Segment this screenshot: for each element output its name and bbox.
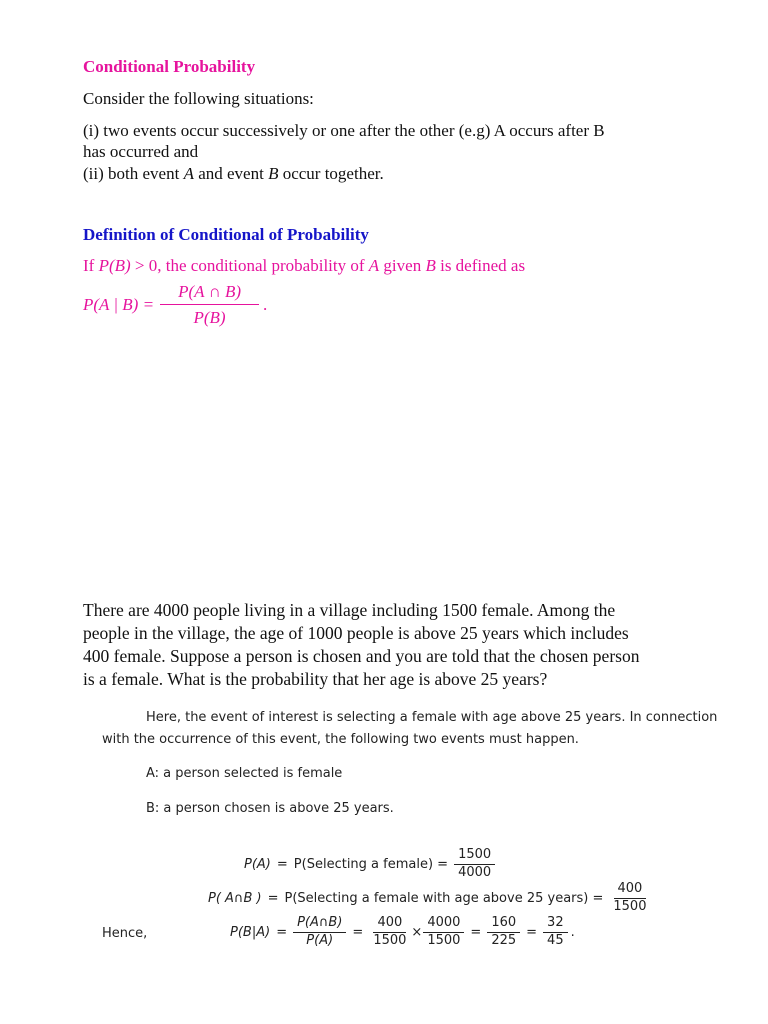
formula-period: .	[263, 294, 268, 314]
eq3-equals-2: =	[352, 924, 364, 940]
situation-ii	[83, 164, 384, 184]
problem-line: There are 4000 people living in a village including 1500 female. Among the	[83, 600, 616, 620]
eq3-equals-4: =	[526, 924, 538, 940]
eq3-fraction-5	[543, 916, 568, 949]
eq2-equals: =	[267, 890, 279, 906]
eq2-numerator: 400	[614, 882, 647, 899]
event-a-definition: A: a person selected is female	[146, 766, 343, 781]
equation-p-a-and-b	[208, 882, 650, 915]
eq2-denominator: 1500	[613, 898, 647, 914]
formula-denominator: P(B)	[193, 307, 226, 327]
equation-p-b-given-a	[230, 916, 575, 949]
eq3-f2-numerator: 400	[373, 916, 406, 933]
eq3-fraction-4	[487, 916, 520, 949]
situation-i-line-2: has occurred and	[83, 142, 199, 161]
event-b-symbol: B	[268, 164, 279, 183]
problem-line: 400 female. Suppose a person is chosen and you are told that the chosen person	[83, 646, 640, 666]
formula-numerator: P(A ∩ B)	[160, 282, 259, 305]
eq1-denominator: 4000	[458, 864, 492, 880]
eq3-f4-numerator: 160	[487, 916, 520, 933]
formula-lhs: P(A | B) =	[83, 294, 155, 314]
eq3-fraction-1	[293, 916, 346, 949]
eq3-f1-denominator: P(A)	[306, 932, 334, 948]
eq3-period: .	[570, 924, 575, 940]
equation-p-a	[244, 848, 495, 881]
solution-line-1: Here, the event of interest is selecting a female with age above 25 years. In connection	[146, 710, 718, 725]
eq2-lhs: P( A∩B )	[208, 890, 262, 906]
conditional-probability-formula	[83, 282, 267, 327]
formula-fraction	[160, 282, 259, 327]
eq3-times: ×	[411, 924, 423, 940]
eq3-f3-numerator: 4000	[423, 916, 464, 933]
intro-text: Consider the following situations:	[83, 89, 314, 108]
eq3-equals: =	[276, 924, 288, 940]
eq3-fraction-3	[423, 916, 464, 949]
eq1-numerator: 1500	[454, 848, 495, 865]
eq3-f1-numerator: P(A∩B)	[293, 916, 346, 933]
eq3-f3-denominator: 1500	[427, 932, 461, 948]
pb-symbol: P(B)	[98, 256, 131, 275]
situation-i-line-1: (i) two events occur successively or one after the other (e.g) A occurs after B	[83, 121, 605, 140]
eq3-fraction-2	[369, 916, 410, 949]
eq2-middle: P(Selecting a female with age above 25 years) =	[284, 890, 604, 906]
definition-statement	[83, 256, 525, 276]
eq3-f5-denominator: 45	[547, 932, 564, 948]
problem-line: is a female. What is the probability that her age is above 25 years?	[83, 669, 548, 689]
event-b-definition: B: a person chosen is above 25 years.	[146, 801, 394, 816]
condition-text: > 0, the conditional probability of	[130, 256, 369, 275]
b-symbol: B	[425, 256, 436, 275]
if-text: If	[83, 256, 99, 275]
situation-ii-suffix: occur together.	[278, 164, 384, 183]
eq1-fraction	[454, 848, 495, 881]
eq2-fraction	[609, 882, 650, 915]
situation-ii-prefix: (ii) both event	[83, 164, 184, 183]
eq1-middle: P(Selecting a female) =	[293, 856, 449, 872]
defined-text: is defined as	[435, 256, 526, 275]
eq1-equals: =	[276, 856, 288, 872]
eq3-lhs: P(B|A)	[230, 924, 271, 940]
section-title-definition: Definition of Conditional of Probability	[83, 225, 369, 244]
eq3-f4-denominator: 225	[491, 932, 517, 948]
eq1-lhs: P(A)	[244, 856, 271, 872]
eq3-f5-numerator: 32	[543, 916, 568, 933]
eq3-f2-denominator: 1500	[373, 932, 407, 948]
event-a-symbol: A	[183, 164, 194, 183]
solution-line-2: with the occurrence of this event, the following two events must happen.	[102, 732, 579, 747]
given-text: given	[379, 256, 426, 275]
problem-line: people in the village, the age of 1000 people is above 25 years which includes	[83, 623, 629, 643]
situation-ii-mid: and event	[193, 164, 269, 183]
eq3-equals-3: =	[470, 924, 482, 940]
problem-statement	[83, 599, 639, 691]
section-title-conditional-probability: Conditional Probability	[83, 57, 256, 76]
hence-label: Hence,	[102, 926, 148, 941]
a-symbol: A	[368, 256, 380, 275]
